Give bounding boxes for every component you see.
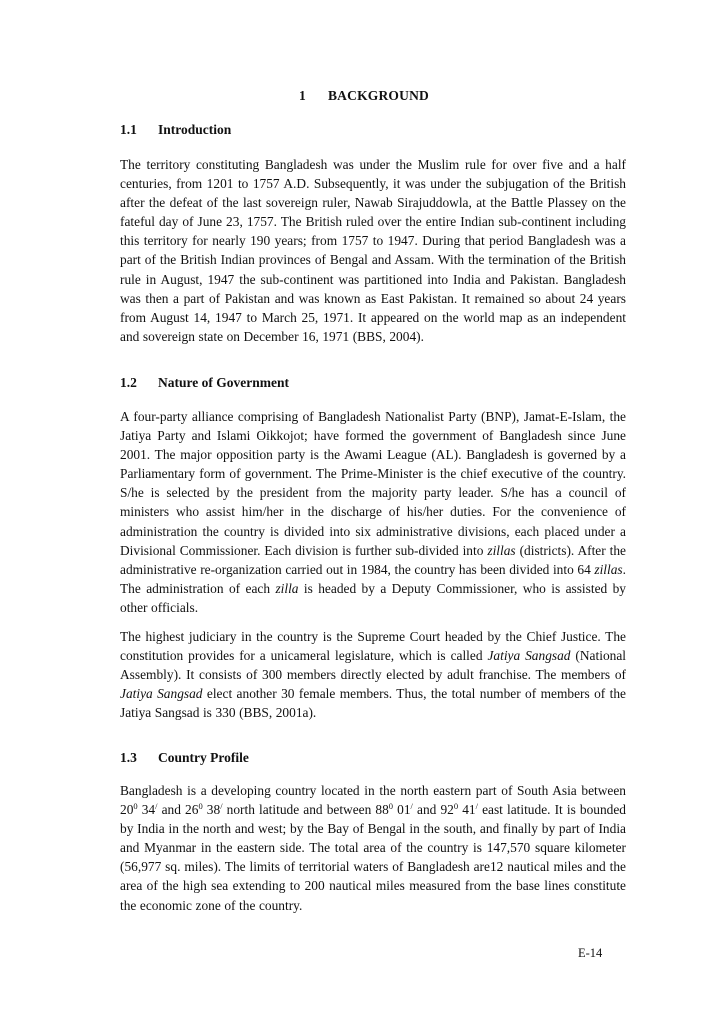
text-run: is headed by a Deputy Commissioner, who is assisted by other officials. [120,580,627,615]
text-run: (districts). After the administrative re-organization carried out in 1984, the country has been divided into 64 [120,542,626,577]
paragraph-country-profile [120,781,626,915]
italic-term: zilla [275,580,299,596]
text-run: and 92 [412,802,454,818]
text-run: Bangladesh is a developing country located in the north eastern part of South Asia between 20 [120,783,626,818]
degree-mark: 0 [453,801,459,812]
text-run: . The administration of each [120,561,626,596]
paragraph-government-1 [120,407,626,617]
degree-mark: 0 [198,801,203,812]
section-title: Nature of Government [158,375,289,390]
minute-mark: / [220,801,223,812]
degree-mark: 0 [388,801,394,812]
section-heading-country-profile [120,750,249,766]
chapter-number: 1 [299,88,306,103]
paragraph-government-2 [120,627,626,722]
text-run: north latitude and between 88 [222,802,389,818]
italic-term: zillas [487,542,516,558]
chapter-title [0,88,728,104]
text-run: 34 [137,802,156,818]
degree-mark: 0 [133,801,138,812]
italic-term: Jatiya Sangsad [120,686,203,702]
section-number: 1.2 [120,375,137,390]
text-run: elect another 30 female members. Thus, the total number of members of the Jatiya Sangsad is 330 (BBS, 2001a). [120,686,626,721]
text-run: east latitude. It is bounded by India in the north and west; by the Bay of Bengal in the south, and finally by part of India and Myanmar in the eastern side. The total area of the country is 147,570 square kilometer (56,977 sq. miles). The limits of territorial waters of Bangladesh are12 nautical miles and the area of the high sea extending to 200 nautical miles measured from the base lines constitute the economic zone of the country. [120,802,626,913]
text-run: The highest judiciary in the country is the Supreme Court headed by the Chief Justice. The constitution provides for a unicameral legislature, which is called [120,629,626,664]
text-run: 38 [202,802,221,818]
section-title: Country Profile [158,750,249,765]
section-heading-introduction [120,122,231,138]
minute-mark: / [410,801,413,812]
paragraph-introduction: The territory constituting Bangladesh was under the Muslim rule for over five and a half centuries, from 1201 to 1757 A.D. Subsequently, it was under the subjugation of the British after the defeat of the last sovereign ruler, Nawab Sirajuddowla, at the Battle Plassey on the fateful day of June 23, 1757. The British ruled over the entire Indian sub-continent including this territory for nearly 190 years; from 1757 to 1947. During that period Bangladesh was a part of the British Indian provinces of Bengal and Assam. With the termination of the British rule in August, 1947 the sub-continent was partitioned into India and Pakistan. Bangladesh was then a part of Pakistan and was known as East Pakistan. It remained so about 24 years from August 14, 1947 to March 25, 1971. It appeared on the world map as an independent and sovereign state on December 16, 1971 (BBS, 2004). [120,157,626,344]
italic-term: zillas [594,561,623,577]
text-run: (National Assembly). It consists of 300 members directly elected by adult franchise. The members of [120,648,626,683]
section-title: Introduction [158,122,232,137]
minute-mark: / [475,801,478,812]
section-number: 1.1 [120,122,137,137]
chapter-title-text: BACKGROUND [327,88,429,103]
page-number: E-14 [578,946,603,960]
text-run: A four-party alliance comprising of Bangladesh Nationalist Party (BNP), Jamat-E-Islam, the Jatiya Party and Islami Oikkojot; have formed the government of Bangladesh since June 2001. The major opposition party is the Awami League (AL). Bangladesh is governed by a Parliamentary form of government. The Prime-Minister is the chief executive of the country. S/he is selected by the president from the majority party leader. S/he has a council of ministers who assist him/her in the discharge of his/her duties. For the convenience of administration the country is divided into six administrative divisions, each placed under a Divisional Commissioner. Each division is further sub-divided into [120,409,626,558]
minute-mark: / [155,801,158,812]
text-run: and 26 [157,802,199,818]
text-run: 41 [458,802,476,818]
section-number: 1.3 [120,750,137,765]
section-heading-government [120,375,289,391]
italic-term: Jatiya Sangsad [487,648,571,664]
text-run: 01 [393,802,411,818]
